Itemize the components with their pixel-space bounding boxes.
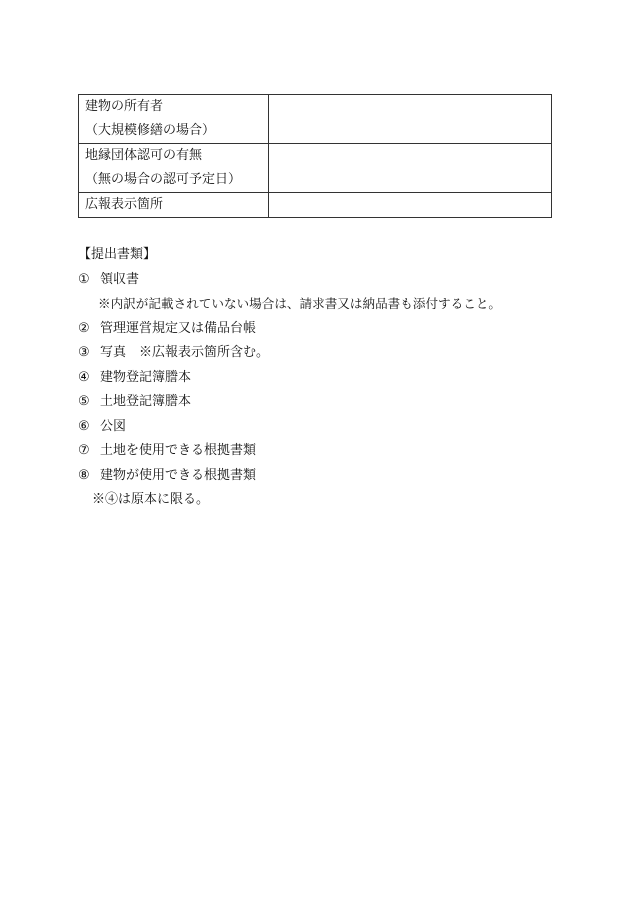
list-item-number: ⑦ bbox=[78, 443, 90, 458]
list-item-number: ④ bbox=[78, 369, 90, 385]
list-item-text: 土地を使用できる根拠書類 bbox=[100, 443, 257, 458]
building-owner-label: 建物の所有者 bbox=[85, 99, 164, 114]
list-item-text: 写真 ※広報表示箇所含む。 bbox=[100, 345, 270, 360]
list-item-number: ⑤ bbox=[78, 394, 90, 409]
publicity-location-value-cell bbox=[269, 193, 552, 218]
info-table bbox=[78, 94, 552, 218]
list-item-number: ③ bbox=[78, 345, 90, 360]
community-approval-value-cell bbox=[269, 144, 552, 193]
list-item bbox=[78, 464, 558, 489]
list-item-text: 建物が使用できる根拠書類 bbox=[100, 467, 257, 483]
table-row-building-owner bbox=[79, 95, 552, 144]
list-item-text: 土地登記簿謄本 bbox=[100, 394, 192, 409]
submission-documents-section bbox=[78, 243, 558, 513]
list-item-number: ① bbox=[78, 271, 90, 287]
building-owner-sublabel: （大規模修繕の場合） bbox=[85, 123, 216, 138]
list-item-text: 領収書 bbox=[100, 271, 140, 287]
list-item bbox=[78, 390, 558, 415]
list-item-text: 建物登記簿謄本 bbox=[100, 369, 192, 385]
list-item bbox=[78, 415, 558, 440]
list-item bbox=[78, 268, 558, 293]
list-item-number: ⑥ bbox=[78, 418, 90, 434]
list-item bbox=[78, 317, 558, 342]
list-item bbox=[78, 439, 558, 464]
publicity-location-label: 広報表示箇所 bbox=[85, 197, 164, 212]
table-row-community-approval bbox=[79, 144, 552, 193]
table-row-publicity-location bbox=[79, 193, 552, 218]
community-approval-label: 地縁団体認可の有無 bbox=[85, 148, 203, 163]
list-item-text: 管理運営規定又は備品台帳 bbox=[100, 320, 257, 336]
submission-documents-heading: 【提出書類】 bbox=[78, 247, 157, 262]
publicity-location-label-cell bbox=[79, 193, 269, 218]
community-approval-label-cell bbox=[79, 144, 269, 193]
building-owner-value-cell bbox=[269, 95, 552, 144]
community-approval-sublabel: （無の場合の認可予定日） bbox=[85, 172, 242, 187]
receipt-note: ※内訳が記載されていない場合は、請求書又は納品書も添付すること。 bbox=[98, 296, 501, 311]
building-owner-label-cell bbox=[79, 95, 269, 144]
list-item bbox=[78, 366, 558, 391]
list-item-number: ② bbox=[78, 320, 90, 336]
list-item-number: ⑧ bbox=[78, 467, 90, 483]
list-item bbox=[78, 341, 558, 366]
original-copy-note: ※④は原本に限る。 bbox=[92, 492, 210, 507]
list-item-text: 公図 bbox=[100, 418, 127, 434]
